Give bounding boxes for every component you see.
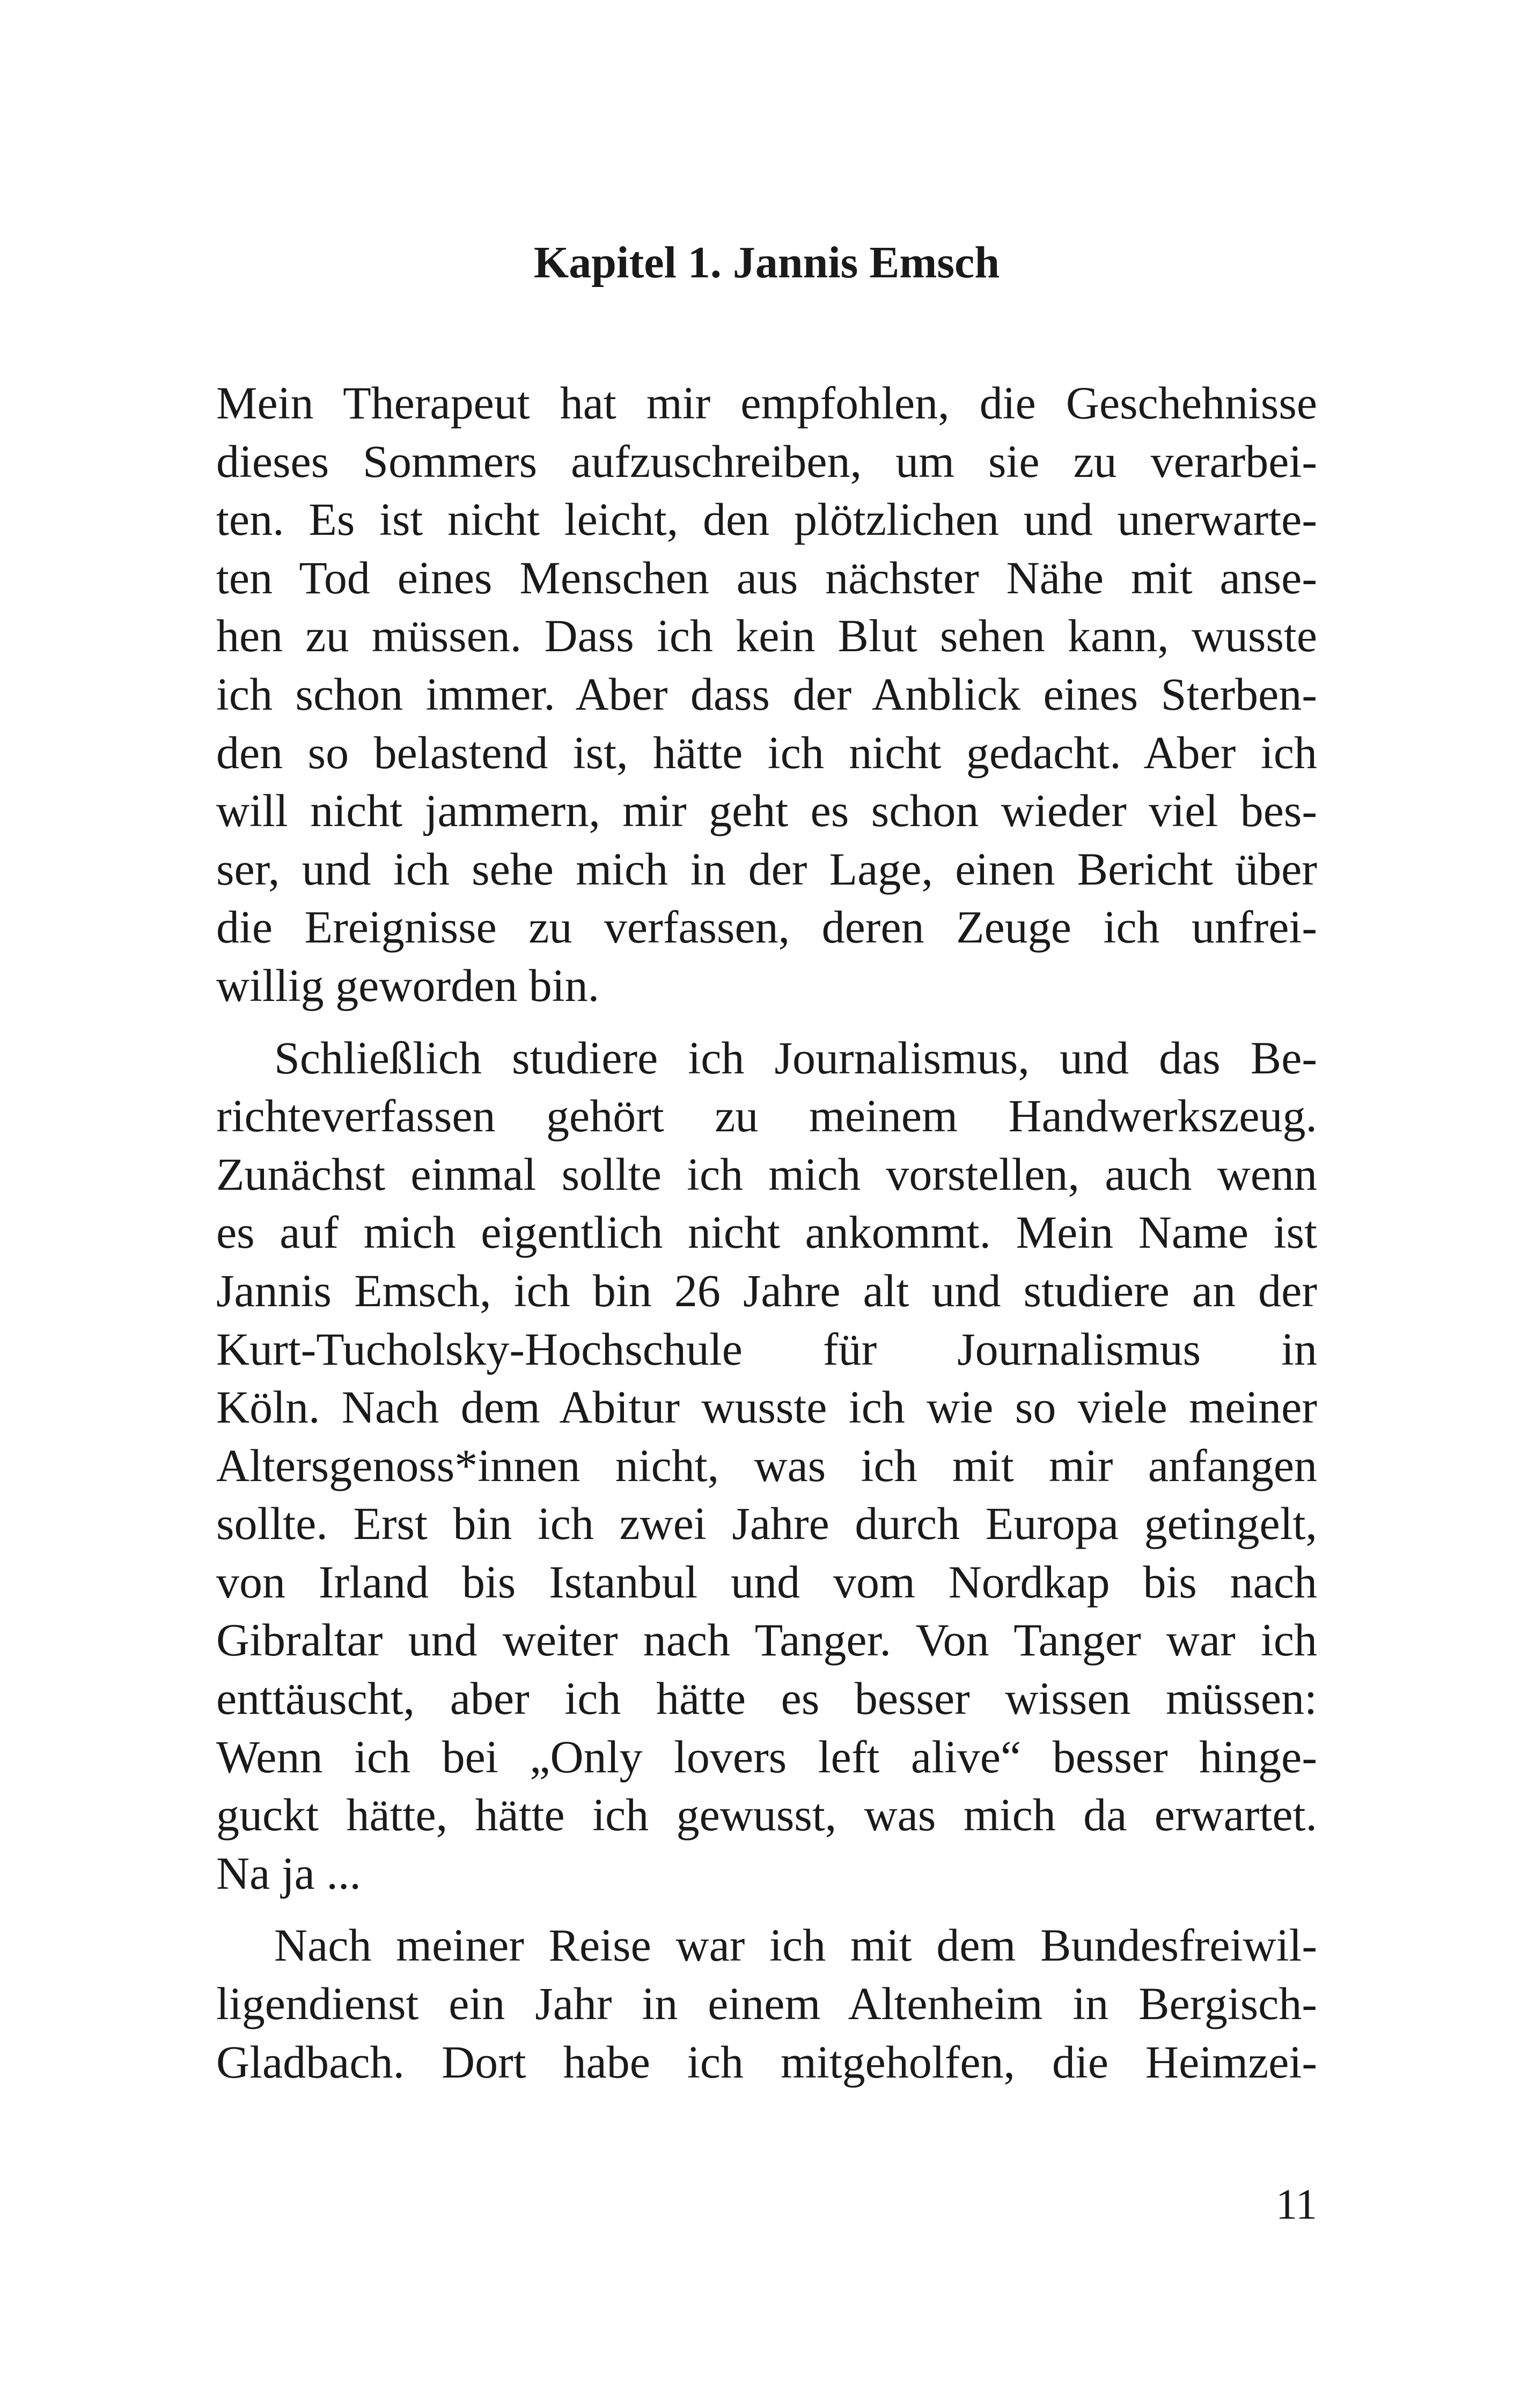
text-line: dieses Sommers aufzuschreiben, um sie zu verarbei-: [216, 435, 1317, 487]
text-line: hen zu müssen. Dass ich kein Blut sehen kann, wusste: [216, 610, 1317, 662]
text-line: Schließlich studiere ich Journalismus, und das Be-: [274, 1032, 1317, 1084]
text-line: Altersgenoss*innen nicht, was ich mit mir anfangen: [216, 1439, 1317, 1491]
text-line: ligendienst ein Jahr in einem Altenheim in Bergisch-: [216, 1978, 1317, 2030]
text-line: es auf mich eigentlich nicht ankommt. Mein Name ist: [216, 1206, 1317, 1258]
text-line: will nicht jammern, mir geht es schon wieder viel bes-: [216, 785, 1317, 837]
page-number: 11: [1275, 2181, 1317, 2228]
text-line: ser, und ich sehe mich in der Lage, einen Bericht über: [216, 843, 1317, 895]
text-line: richteverfassen gehört zu meinem Handwerkszeug.: [216, 1090, 1317, 1142]
paragraph: [216, 1916, 1317, 2091]
text-line: enttäuscht, aber ich hätte es besser wissen müssen:: [216, 1673, 1317, 1725]
text-line: von Irland bis Istanbul und vom Nordkap bis nach: [216, 1556, 1317, 1608]
text-line: ich schon immer. Aber dass der Anblick eines Sterben-: [216, 668, 1317, 720]
paragraph-gap: [216, 1902, 1317, 1916]
chapter-title: Kapitel 1. Jannis Emsch: [533, 238, 1000, 288]
text-line: Jannis Emsch, ich bin 26 Jahre alt und studiere an der: [216, 1264, 1317, 1316]
text-line: Wenn ich bei „Only lovers left alive“ besser hinge-: [216, 1730, 1317, 1783]
text-line: sollte. Erst bin ich zwei Jahre durch Europa getingelt,: [216, 1498, 1317, 1550]
body-text: [216, 374, 1317, 2091]
text-line: ten Tod eines Menschen aus nächster Nähe mit anse-: [216, 551, 1317, 603]
text-line: Köln. Nach dem Abitur wusste ich wie so viele meiner: [216, 1381, 1317, 1433]
paragraph-gap: [216, 1015, 1317, 1029]
text-line: ten. Es ist nicht leicht, den plötzlichen und unerwarte-: [216, 494, 1317, 546]
text-line: Zunächst einmal sollte ich mich vorstellen, auch wenn: [216, 1148, 1317, 1200]
text-line: willig geworden bin.: [216, 959, 600, 1011]
text-line: Mein Therapeut hat mir empfohlen, die Geschehnisse: [216, 377, 1317, 429]
text-line: den so belastend ist, hätte ich nicht gedacht. Aber ich: [216, 726, 1317, 778]
text-line: Kurt-Tucholsky-Hochschule für Journalismus in: [216, 1323, 1317, 1375]
paragraph: [216, 1029, 1317, 1903]
text-line: guckt hätte, hätte ich gewusst, was mich da erwartet.: [216, 1789, 1317, 1841]
text-line: Na ja ...: [216, 1847, 361, 1899]
paragraph: [216, 374, 1317, 1015]
text-line: Nach meiner Reise war ich mit dem Bundesfreiwil-: [274, 1919, 1317, 1971]
text-line: die Ereignisse zu verfassen, deren Zeuge ich unfrei-: [216, 901, 1317, 953]
text-line: Gibraltar und weiter nach Tanger. Von Tanger war ich: [216, 1614, 1317, 1666]
text-line: Gladbach. Dort habe ich mitgeholfen, die Heimzei-: [216, 2036, 1317, 2088]
